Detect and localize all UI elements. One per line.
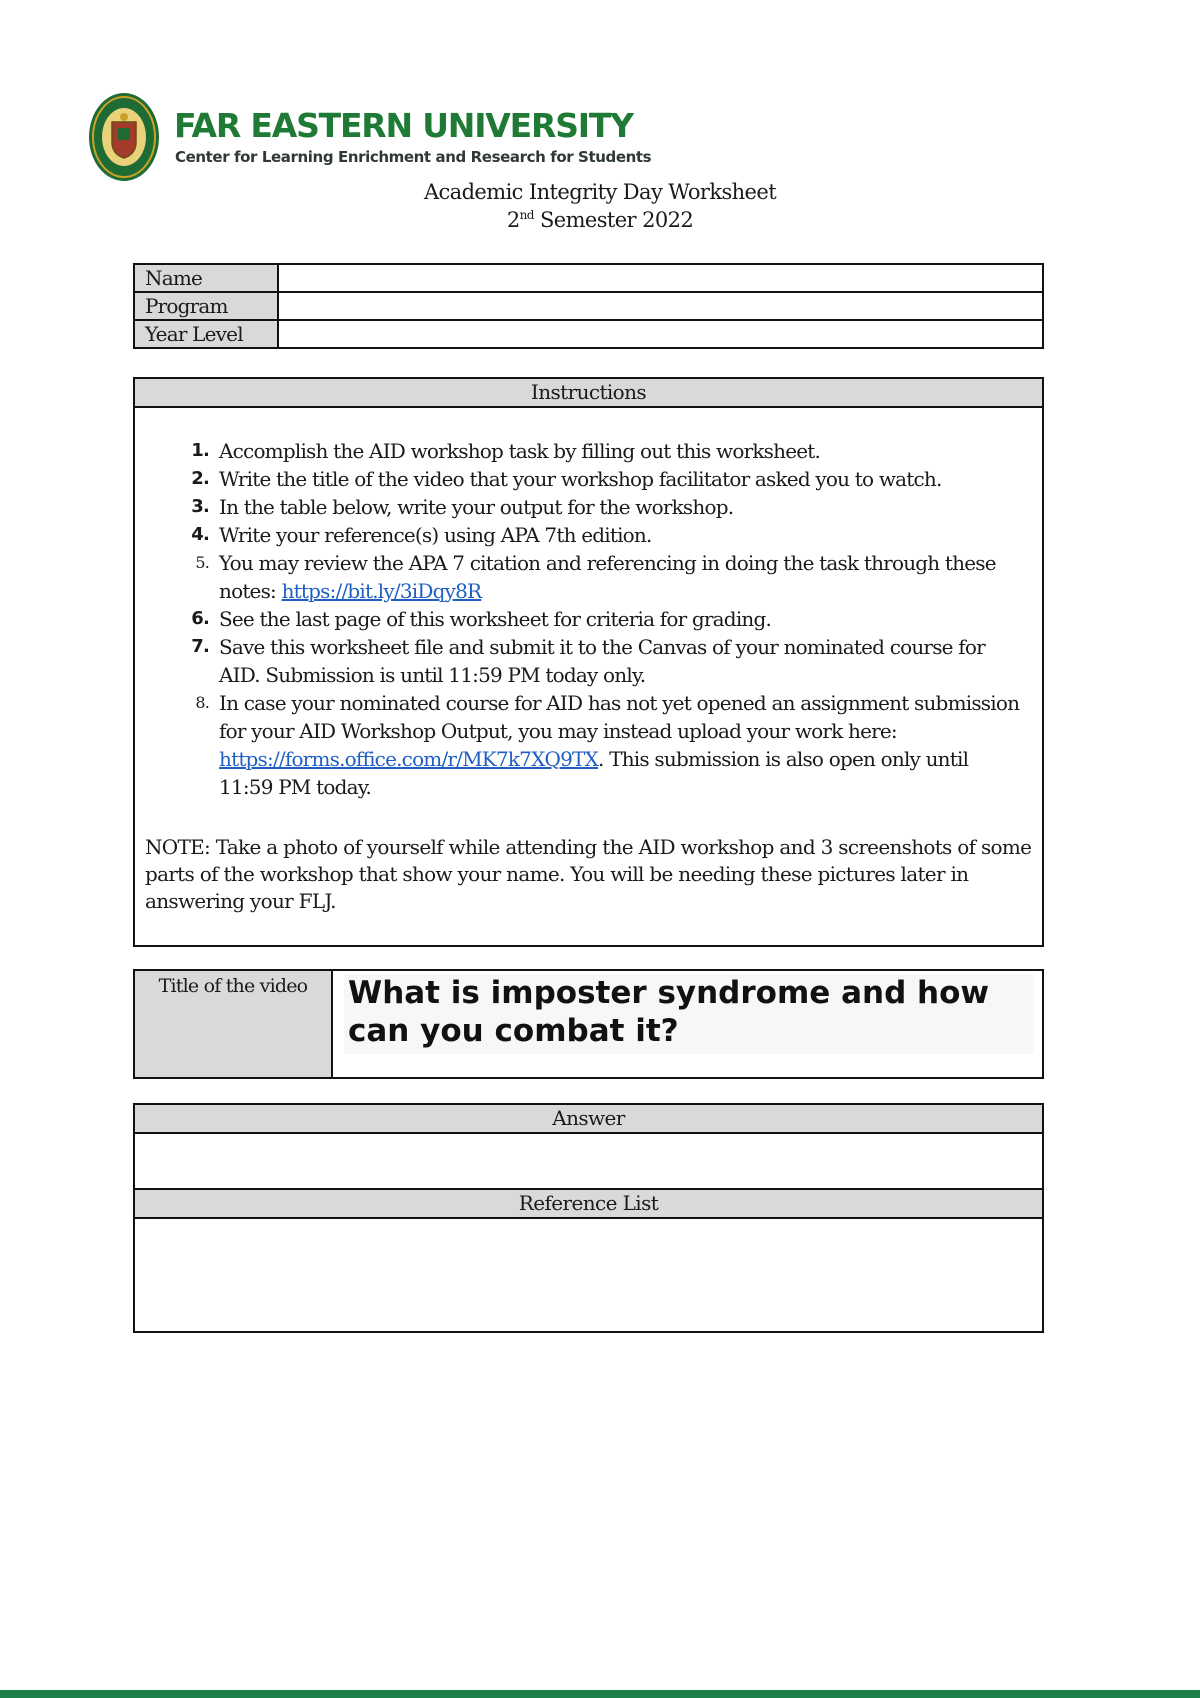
answer-heading: Answer [135,1105,1042,1134]
answer-box [133,1103,1044,1333]
list-item [135,465,1040,493]
step-number: 3. [191,496,209,517]
note-text: NOTE: Take a photo of yourself while attending the AID workshop and 3 screenshots of some parts of the workshop that show your name. You will be needing these pictures later in answering your FLJ. [145,835,1032,913]
year-level-field[interactable] [278,320,1043,348]
semester-line [300,208,900,232]
step-text: See the last page of this worksheet for criteria for grading. [219,607,772,631]
student-info-table [133,263,1044,349]
step-number: 7. [191,636,209,657]
step-number: 2. [191,468,209,489]
name-field[interactable] [278,264,1043,292]
program-field[interactable] [278,292,1043,320]
video-title-box [133,969,1044,1079]
step-text: Write the title of the video that your workshop facilitator asked you to watch. [219,467,942,491]
step-text: In the table below, write your output for the workshop. [219,495,734,519]
step-number: 4. [191,524,209,545]
reference-list-heading: Reference List [135,1190,1042,1219]
step-text-after: . This submission is also open only until 11:59 PM today. [219,747,969,799]
video-title-value[interactable]: What is imposter syndrome and how can you combat it? [344,974,1034,1054]
list-item [135,549,1040,605]
year-level-label: Year Level [134,320,278,348]
instructions-heading: Instructions [135,379,1042,408]
step-number: 8. [195,693,209,712]
center-name: Center for Learning Enrichment and Research for Students [175,148,652,166]
list-item [135,521,1040,549]
reference-list-field[interactable] [135,1219,1042,1329]
step-text: In case your nominated course for AID has not yet opened an assignment submission for your AID Workshop Output, you may instead upload your work here: [219,691,1020,743]
apa-notes-link[interactable]: https://bit.ly/3iDqy8R [281,579,482,603]
table-row [134,264,1043,292]
instructions-box [133,377,1044,947]
step-text: Accomplish the AID workshop task by filling out this worksheet. [219,439,821,463]
university-name: FAR EASTERN UNIVERSITY [174,106,633,145]
step-text: Save this worksheet file and submit it to the Canvas of your nominated course for AID. Submission is until 11:59 PM today only. [219,635,985,687]
semester-text: Semester 2022 [533,208,694,232]
document-title: Academic Integrity Day Worksheet [423,180,777,204]
step-number: 5. [195,553,209,572]
forms-upload-link[interactable]: https://forms.office.com/r/MK7k7XQ9TX [219,747,599,771]
step-number: 1. [191,440,209,461]
answer-field[interactable] [135,1134,1042,1190]
semester-suffix: nd [519,208,534,222]
footer-bar [0,1690,1200,1698]
list-item [135,493,1040,521]
video-title-label: Title of the video [135,971,333,1077]
table-row [134,320,1043,348]
step-text: You may review the APA 7 citation and referencing in doing the task through these notes: [219,551,996,603]
table-row [134,292,1043,320]
step-number: 6. [191,608,209,629]
list-item [135,605,1040,633]
semester-number: 2 [506,208,520,232]
list-item [135,689,1040,801]
program-label: Program [134,292,278,320]
header [88,92,652,182]
list-item [135,633,1040,689]
name-label: Name [134,264,278,292]
step-text: Write your reference(s) using APA 7th edition. [219,523,652,547]
instructions-list [135,437,1040,801]
university-seal-icon [88,92,160,182]
list-item [135,437,1040,465]
